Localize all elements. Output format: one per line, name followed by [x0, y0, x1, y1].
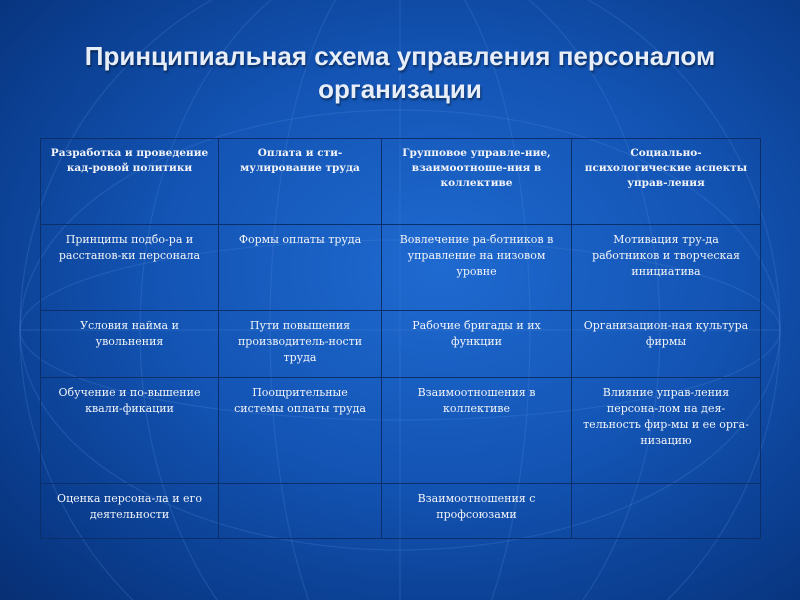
table-cell: Поощрительные системы оплаты труда [219, 378, 382, 484]
table-row [41, 225, 761, 311]
slide-title-line-1: Принципиальная схема управления персоналом [84, 41, 716, 71]
table-header-row [41, 139, 761, 225]
header-cell-group-management: Групповое управле-ние, взаимоотноше-ния в коллективе [382, 139, 572, 225]
table-cell: Принципы подбо-ра и расстанов-ки персонала [41, 225, 219, 311]
table-cell: Организацион-ная культура фирмы [572, 311, 761, 378]
slide-title-line-2: организации [318, 74, 482, 104]
management-scheme-table [40, 138, 761, 539]
table-cell: Взаимоотношения в коллективе [382, 378, 572, 484]
table-row [41, 378, 761, 484]
slide-title [0, 40, 800, 106]
table-cell [572, 484, 761, 539]
table-row [41, 484, 761, 539]
header-cell-social-psychological: Социально-психологические аспекты управ-ления [572, 139, 761, 225]
table-cell: Обучение и по-вышение квали-фикации [41, 378, 219, 484]
table-cell: Рабочие бригады и их функции [382, 311, 572, 378]
table-cell: Пути повышения производитель-ности труда [219, 311, 382, 378]
table-cell: Влияние управ-ления персона-лом на дея-тельность фир-мы и ее орга-низацию [572, 378, 761, 484]
header-cell-personnel-policy: Разработка и проведение кад-ровой политики [41, 139, 219, 225]
table-cell: Оценка персона-ла и его деятельности [41, 484, 219, 539]
table-cell [219, 484, 382, 539]
table-row [41, 311, 761, 378]
table-cell: Условия найма и увольнения [41, 311, 219, 378]
table-cell: Формы оплаты труда [219, 225, 382, 311]
table-cell: Мотивация тру-да работников и творческая инициатива [572, 225, 761, 311]
header-cell-payment: Оплата и сти-мулирование труда [219, 139, 382, 225]
table-cell: Вовлечение ра-ботников в управление на низовом уровне [382, 225, 572, 311]
table-cell: Взаимоотношения с профсоюзами [382, 484, 572, 539]
